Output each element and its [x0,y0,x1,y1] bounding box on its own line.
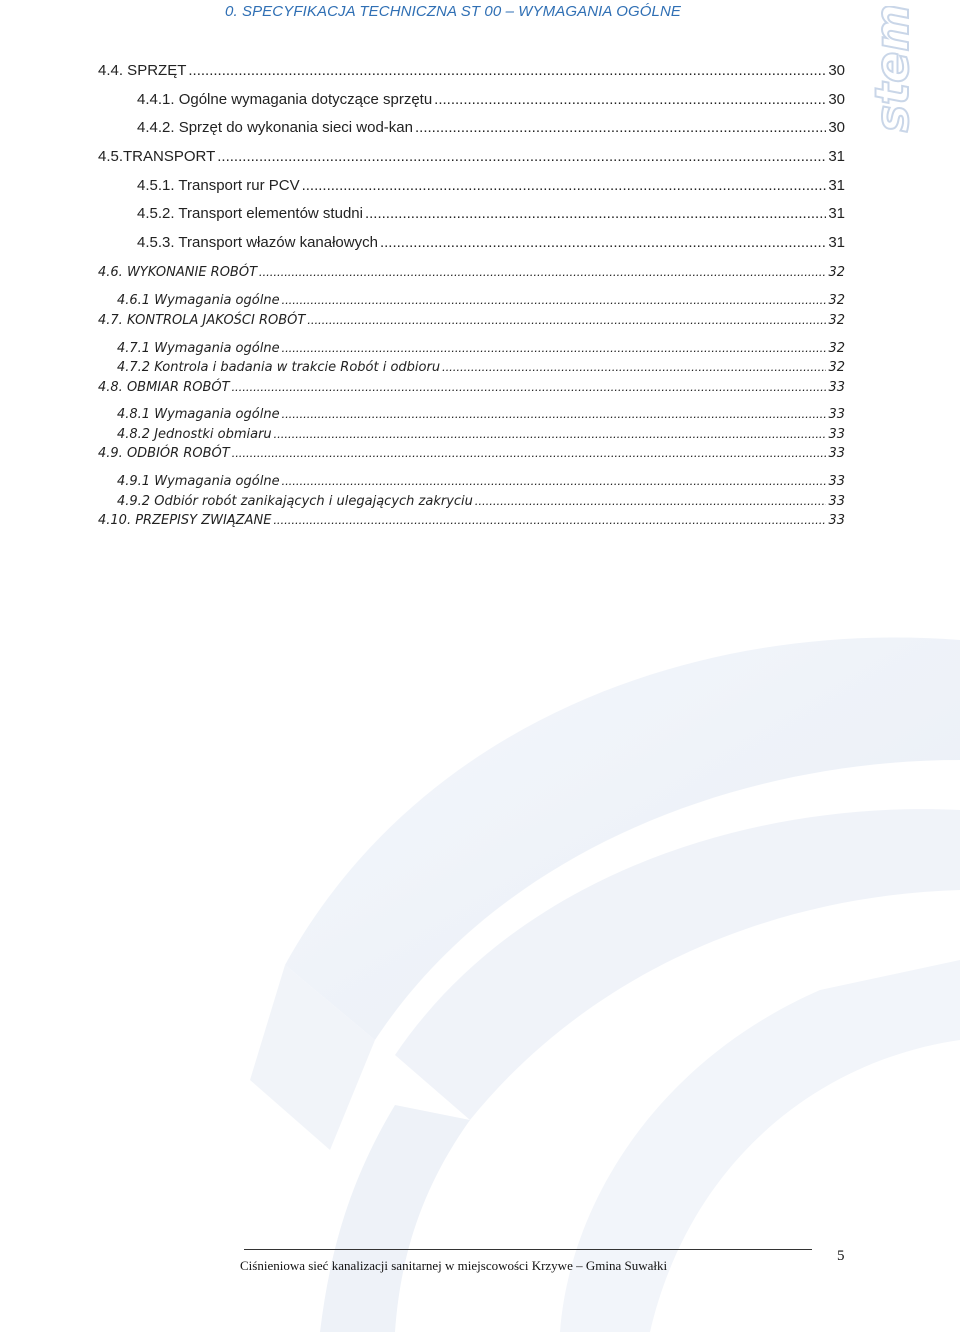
toc-entry[interactable] [117,359,845,375]
toc-page: 33 [828,427,845,442]
toc-page: 33 [828,407,845,422]
toc-leader [259,264,826,279]
toc-page: 32 [828,341,845,356]
toc-page: 30 [828,62,845,79]
toc-leader [217,148,826,165]
toc-entry[interactable] [98,148,845,165]
toc-label: 4.9.2 Odbiór robót zanikających i ulegających zakryciu [117,494,473,509]
toc-page: 33 [828,380,845,395]
toc-leader [188,62,826,79]
toc-page: 32 [828,313,845,328]
toc-page: 32 [828,360,845,375]
toc-label: 4.9. ODBIÓR ROBÓT [98,446,230,461]
toc-label: 4.7. KONTROLA JAKOŚCI ROBÓT [98,313,306,328]
toc-leader [282,340,827,355]
toc-label: 4.5.3. Transport włazów kanałowych [137,234,378,251]
toc-entry[interactable] [137,177,845,194]
toc-page: 33 [828,494,845,509]
toc-leader [302,177,827,194]
stem-logo [868,6,948,136]
toc-label: 4.10. PRZEPISY ZWIĄZANE [98,513,272,528]
toc-page: 31 [828,234,845,251]
toc-entry[interactable] [137,205,845,222]
toc-label: 4.8. OBMIAR ROBÓT [98,380,230,395]
toc-page: 33 [828,513,845,528]
toc-leader [415,119,826,136]
toc-leader [282,292,827,307]
toc-label: 4.5.TRANSPORT [98,148,216,165]
toc-leader [232,379,827,394]
toc-leader [282,473,827,488]
logo-text: stem [868,6,919,133]
toc-leader [365,205,826,222]
toc-entry[interactable] [117,426,845,442]
toc-page: 30 [828,91,845,108]
page-number: 5 [837,1248,845,1264]
toc-label: 4.8.1 Wymagania ogólne [117,407,280,422]
toc-label: 4.4. SPRZĘT [98,62,187,79]
toc-leader [282,406,827,421]
toc-label: 4.5.2. Transport elementów studni [137,205,363,222]
toc-entry[interactable] [137,91,845,108]
toc-entry[interactable] [98,62,845,79]
toc-page: 30 [828,119,845,136]
footer-divider [244,1249,812,1250]
toc-leader [442,359,826,374]
toc-leader [273,512,826,527]
toc-leader [434,91,826,108]
toc-page: 32 [828,293,845,308]
toc-entry[interactable] [137,234,845,251]
toc-entry[interactable] [98,312,845,328]
toc-label: 4.7.2 Kontrola i badania w trakcie Robót i odbioru [117,360,441,375]
toc-label: 4.7.1 Wymagania ogólne [117,341,280,356]
toc-entry[interactable] [98,445,845,461]
toc-entry[interactable] [117,292,845,308]
toc-entry[interactable] [117,493,845,509]
toc-label: 4.9.1 Wymagania ogólne [117,474,280,489]
toc-entry[interactable] [137,119,845,136]
toc-page: 31 [828,177,845,194]
toc-entry[interactable] [117,340,845,356]
toc-page: 33 [828,474,845,489]
footer-project-title: Ciśnieniowa sieć kanalizacji sanitarnej w miejscowości Krzywe – Gmina Suwałki [240,1258,668,1273]
page-header-title: 0. SPECYFIKACJA TECHNICZNA ST 00 – WYMAGANIA OGÓLNE [225,3,682,20]
logo-mark [868,6,948,136]
toc-label: 4.6.1 Wymagania ogólne [117,293,280,308]
toc-entry[interactable] [117,473,845,489]
toc-page: 32 [828,265,845,280]
toc-page: 31 [828,148,845,165]
toc-leader [475,493,827,508]
toc-leader [232,445,827,460]
toc-leader [274,426,827,441]
toc-label: 4.4.1. Ogólne wymagania dotyczące sprzętu [137,91,433,108]
toc-page: 31 [828,205,845,222]
toc-page: 33 [828,446,845,461]
toc-entry[interactable] [98,264,845,280]
toc-leader [380,234,826,251]
toc-label: 4.6. WYKONANIE ROBÓT [98,265,258,280]
toc-label: 4.5.1. Transport rur PCV [137,177,300,194]
toc-entry[interactable] [117,406,845,422]
toc-entry[interactable] [98,379,845,395]
toc-leader [307,312,826,327]
toc-label: 4.4.2. Sprzęt do wykonania sieci wod-kan [137,119,413,136]
toc-label: 4.8.2 Jednostki obmiaru [117,427,272,442]
toc-entry[interactable] [98,512,845,528]
